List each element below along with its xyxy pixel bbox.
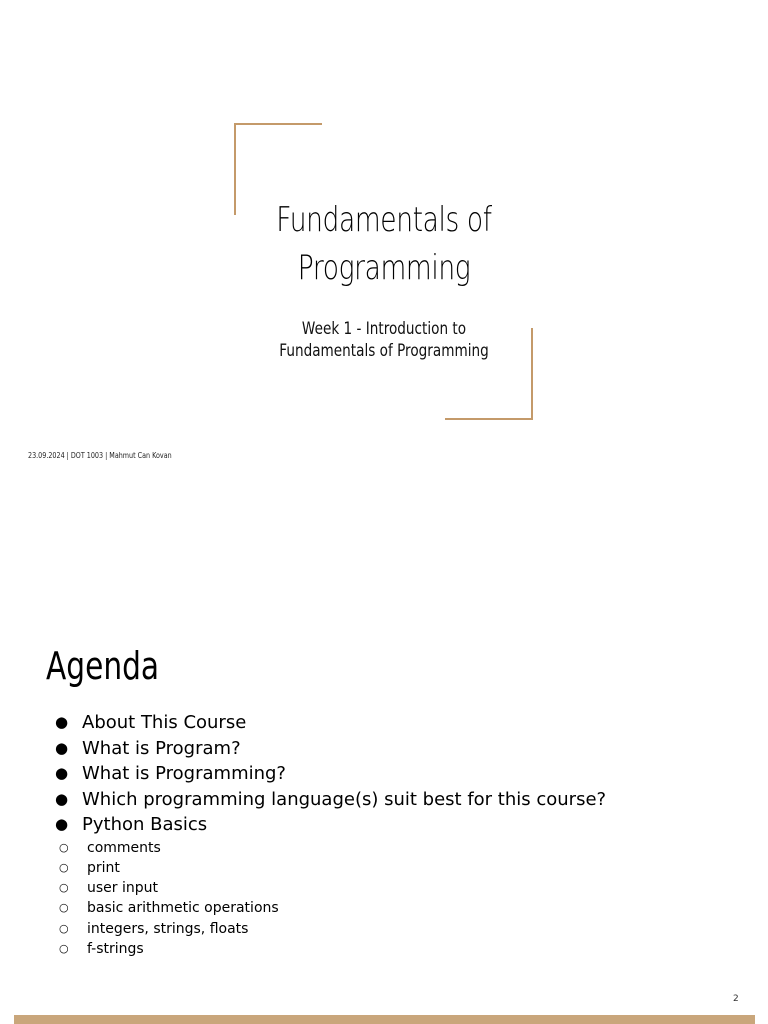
agenda-item [50, 812, 606, 838]
agenda-slide [0, 512, 768, 1024]
agenda-item-label: Which programming language(s) suit best for this course? [82, 788, 607, 810]
hollow-bullet-icon: ○ [59, 941, 69, 955]
bullet-icon: ● [55, 815, 69, 833]
agenda-item [50, 710, 606, 736]
slide-title [84, 196, 683, 292]
bullet-icon: ● [55, 738, 69, 757]
hollow-bullet-icon: ○ [59, 881, 69, 895]
page-number: 2 [733, 994, 739, 1004]
bottom-accent-bar [14, 1015, 755, 1024]
hollow-bullet-icon: ○ [59, 921, 69, 935]
agenda-item-label: What is Program? [82, 737, 241, 759]
sub-list-item [50, 939, 606, 959]
title-line-2: Programming [297, 248, 471, 288]
agenda-title: Agenda [46, 644, 160, 688]
subtitle-line-1: Week 1 - Introduction to [301, 319, 467, 339]
agenda-item-label: What is Programming? [82, 763, 286, 784]
bullet-icon: ● [55, 713, 69, 731]
sub-list-item [50, 858, 606, 878]
sub-list-item [50, 878, 606, 898]
title-line-1: Fundamentals of [276, 200, 492, 240]
agenda-item-label: Python Basics [82, 814, 208, 835]
sub-item-label: f-strings [87, 940, 144, 957]
bullet-icon: ● [55, 764, 69, 782]
sub-item-label: print [87, 859, 120, 876]
slide-footer-meta: 23.09.2024 | DOT 1003 | Mahmut Can Kovan [28, 451, 172, 460]
sub-item-label: user input [87, 880, 158, 897]
sub-list-container [50, 838, 606, 960]
sub-item-label: comments [87, 839, 161, 856]
bullet-icon: ● [55, 789, 69, 808]
sub-list-item [50, 919, 606, 939]
agenda-item [50, 736, 606, 762]
sub-list-item [50, 838, 606, 858]
agenda-list [50, 710, 606, 959]
sub-list-item [50, 898, 606, 918]
sub-item-label: basic arithmetic operations [87, 900, 279, 917]
hollow-bullet-icon: ○ [59, 840, 69, 854]
hollow-bullet-icon: ○ [59, 860, 69, 874]
python-basics-sub-list [50, 838, 606, 960]
subtitle-line-2: Fundamentals of Programming [279, 341, 489, 361]
sub-item-label: integers, strings, floats [87, 920, 249, 937]
hollow-bullet-icon: ○ [59, 901, 69, 915]
agenda-item-label: About This Course [82, 712, 247, 733]
slide-subtitle [77, 318, 691, 362]
agenda-item [50, 761, 606, 787]
agenda-item [50, 787, 606, 813]
